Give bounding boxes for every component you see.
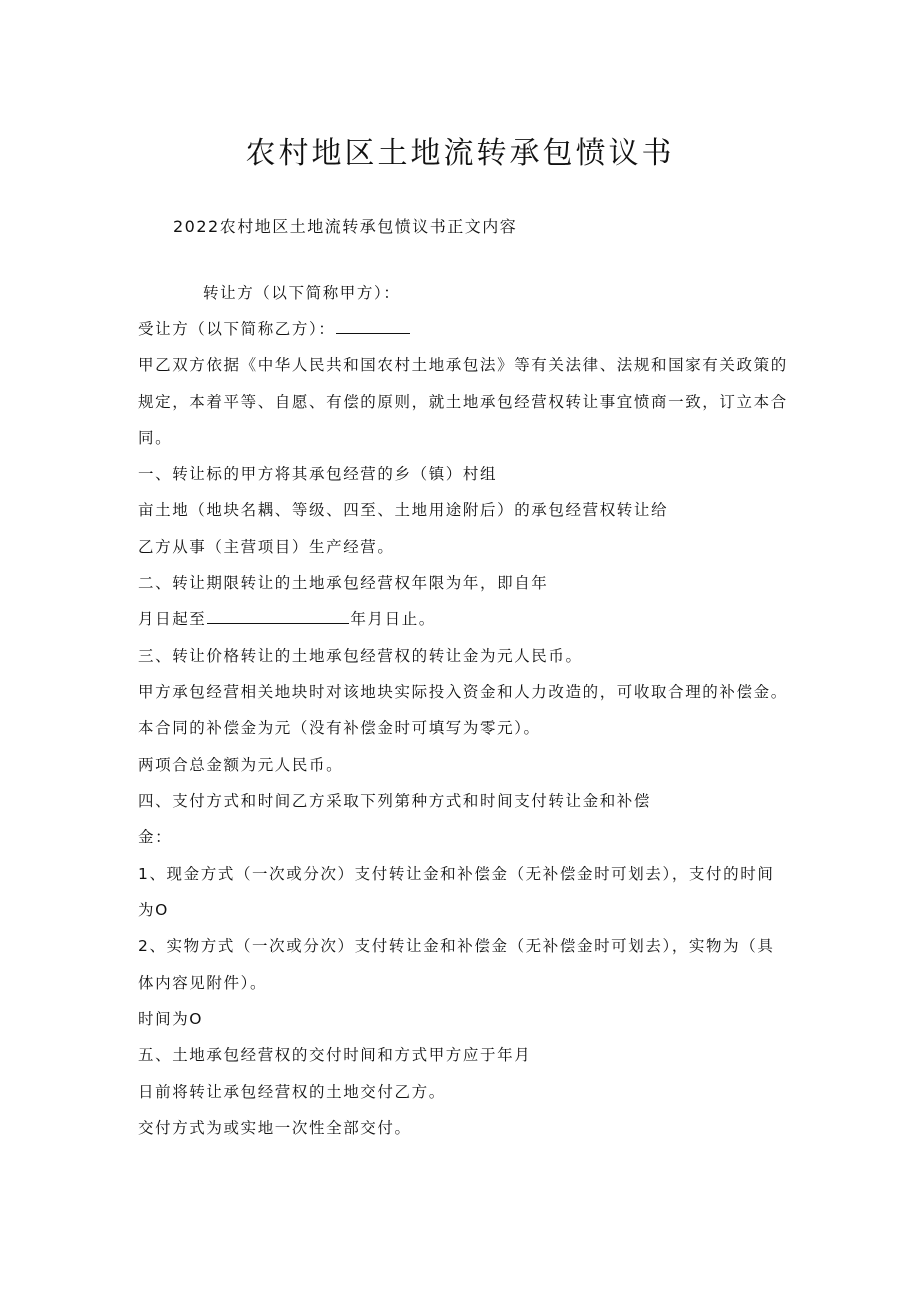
transferee-blank xyxy=(336,319,410,334)
paragraph-line: 同。 xyxy=(138,429,173,447)
paragraph-line: 体内容见附件）。 xyxy=(138,974,268,992)
paragraph-line: 规定，本着平等、自愿、有偿的原则，就土地承包经营权转让事宜愤商一致，订立本合 xyxy=(138,393,788,411)
paragraph-line: 乙方从事（主营项目）生产经营。 xyxy=(138,538,395,556)
document-title: 农村地区土地流转承包愤议书 xyxy=(245,136,675,171)
paragraph-line: 金： xyxy=(138,828,173,846)
document-subtitle: 2022农村地区土地流转承包愤议书正文内容 xyxy=(173,217,518,236)
date-end-label: 年月日止。 xyxy=(350,610,436,628)
paragraph-line: 亩土地（地块名耦、等级、四至、土地用途附后）的承包经营权转让给 xyxy=(138,501,669,519)
date-start-label: 月日起至 xyxy=(138,610,207,628)
date-blank xyxy=(207,609,349,624)
paragraph-line: 甲方承包经营相关地块时对该地块实际投入资金和人力改造的，可收取合理的补偿金。 xyxy=(138,683,788,701)
section-heading-4: 四、支付方式和时间乙方采取下列第种方式和时间支付转让金和补偿 xyxy=(138,792,652,810)
paragraph-line: 本合同的补偿金为元（没有补偿金时可填写为零元）。 xyxy=(138,719,541,737)
section-heading-2: 二、转让期限转让的土地承包经营权年限为年，即自年 xyxy=(138,574,549,592)
transferee-line xyxy=(138,319,411,339)
transferor-line: 转让方（以下简称甲方）： xyxy=(203,284,401,302)
paragraph-line: 日前将转让承包经营权的土地交付乙方。 xyxy=(138,1083,446,1101)
paragraph-line: 1、现金方式（一次或分次）支付转让金和补偿金（无补偿金时可划去），支付的时间 xyxy=(138,865,775,883)
date-range-line xyxy=(138,609,436,629)
section-heading-1: 一、转让标的甲方将其承包经营的乡（镇）村组 xyxy=(138,465,498,483)
paragraph-line: 交付方式为或实地一次性全部交付。 xyxy=(138,1119,412,1137)
paragraph-line: 两项合总金额为元人民币。 xyxy=(138,756,344,774)
transferee-label: 受让方（以下简称乙方）： xyxy=(138,320,336,338)
paragraph-line: 时间为O xyxy=(138,1010,204,1028)
section-heading-5: 五、土地承包经营权的交付时间和方式甲方应于年月 xyxy=(138,1046,532,1064)
paragraph-line: 为O xyxy=(138,901,169,919)
section-heading-3: 三、转让价格转让的土地承包经营权的转让金为元人民币。 xyxy=(138,647,583,665)
paragraph-line: 甲乙双方依据《中华人民共和国农村土地承包法》等有关法律、法规和国家有关政策的 xyxy=(138,356,788,374)
paragraph-line: 2、实物方式（一次或分次）支付转让金和补偿金（无补偿金时可划去），实物为（具 xyxy=(138,937,775,955)
